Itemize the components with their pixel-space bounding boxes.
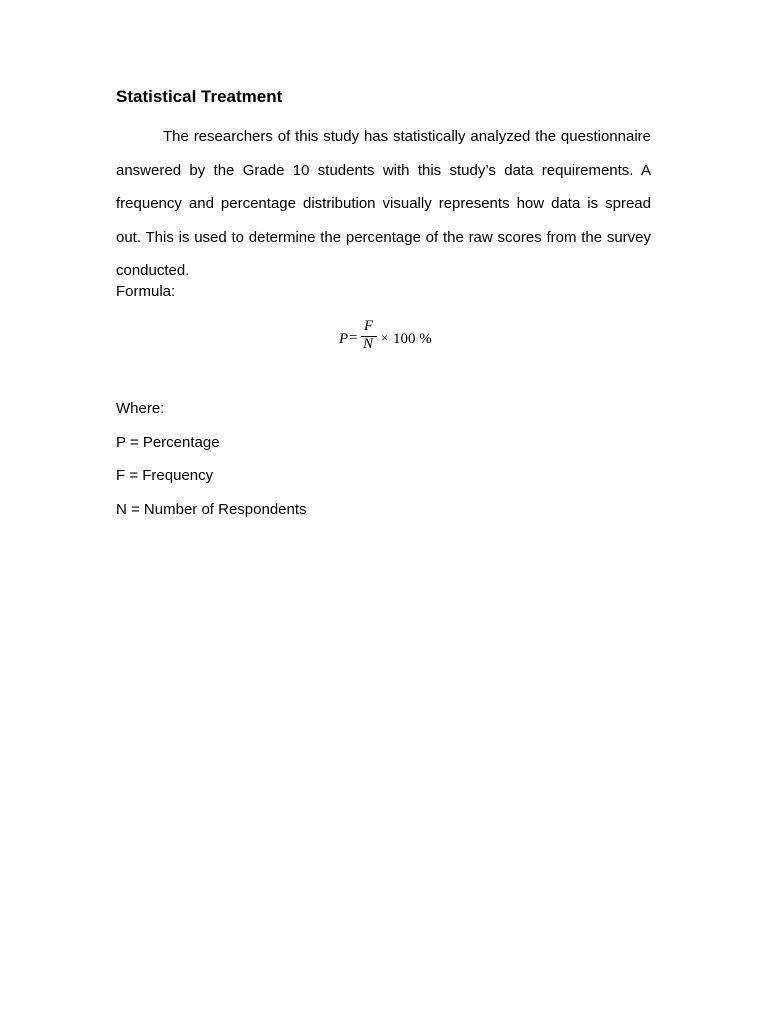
formula-times: × (381, 329, 389, 345)
percentage-formula (116, 316, 651, 366)
document-content (116, 86, 651, 526)
body-paragraph: The researchers of this study has statistically analyzed the questionnaire answered by the Grade 10 students with this study’s data requirements. A frequency and percentage distribution visually represents how data is spread out. This is used to determine the percentage of the raw scores from the survey conducted. (116, 128, 651, 280)
fraction-denominator: N (363, 335, 374, 352)
where-label: Where: (116, 399, 165, 417)
formula-multiplier: 100 % (393, 330, 432, 347)
definition-line: P = Percentage (116, 433, 220, 451)
formula-label: Formula: (116, 282, 176, 300)
fraction-numerator: F (364, 317, 374, 334)
formula-lhs: P (339, 330, 349, 347)
definitions-block (116, 392, 651, 526)
section-heading: Statistical Treatment (116, 87, 283, 106)
formula-equals: = (349, 329, 358, 346)
definition-line: F = Frequency (116, 467, 214, 485)
formula-fraction (361, 318, 377, 354)
definition-line: N = Number of Respondents (116, 500, 307, 518)
